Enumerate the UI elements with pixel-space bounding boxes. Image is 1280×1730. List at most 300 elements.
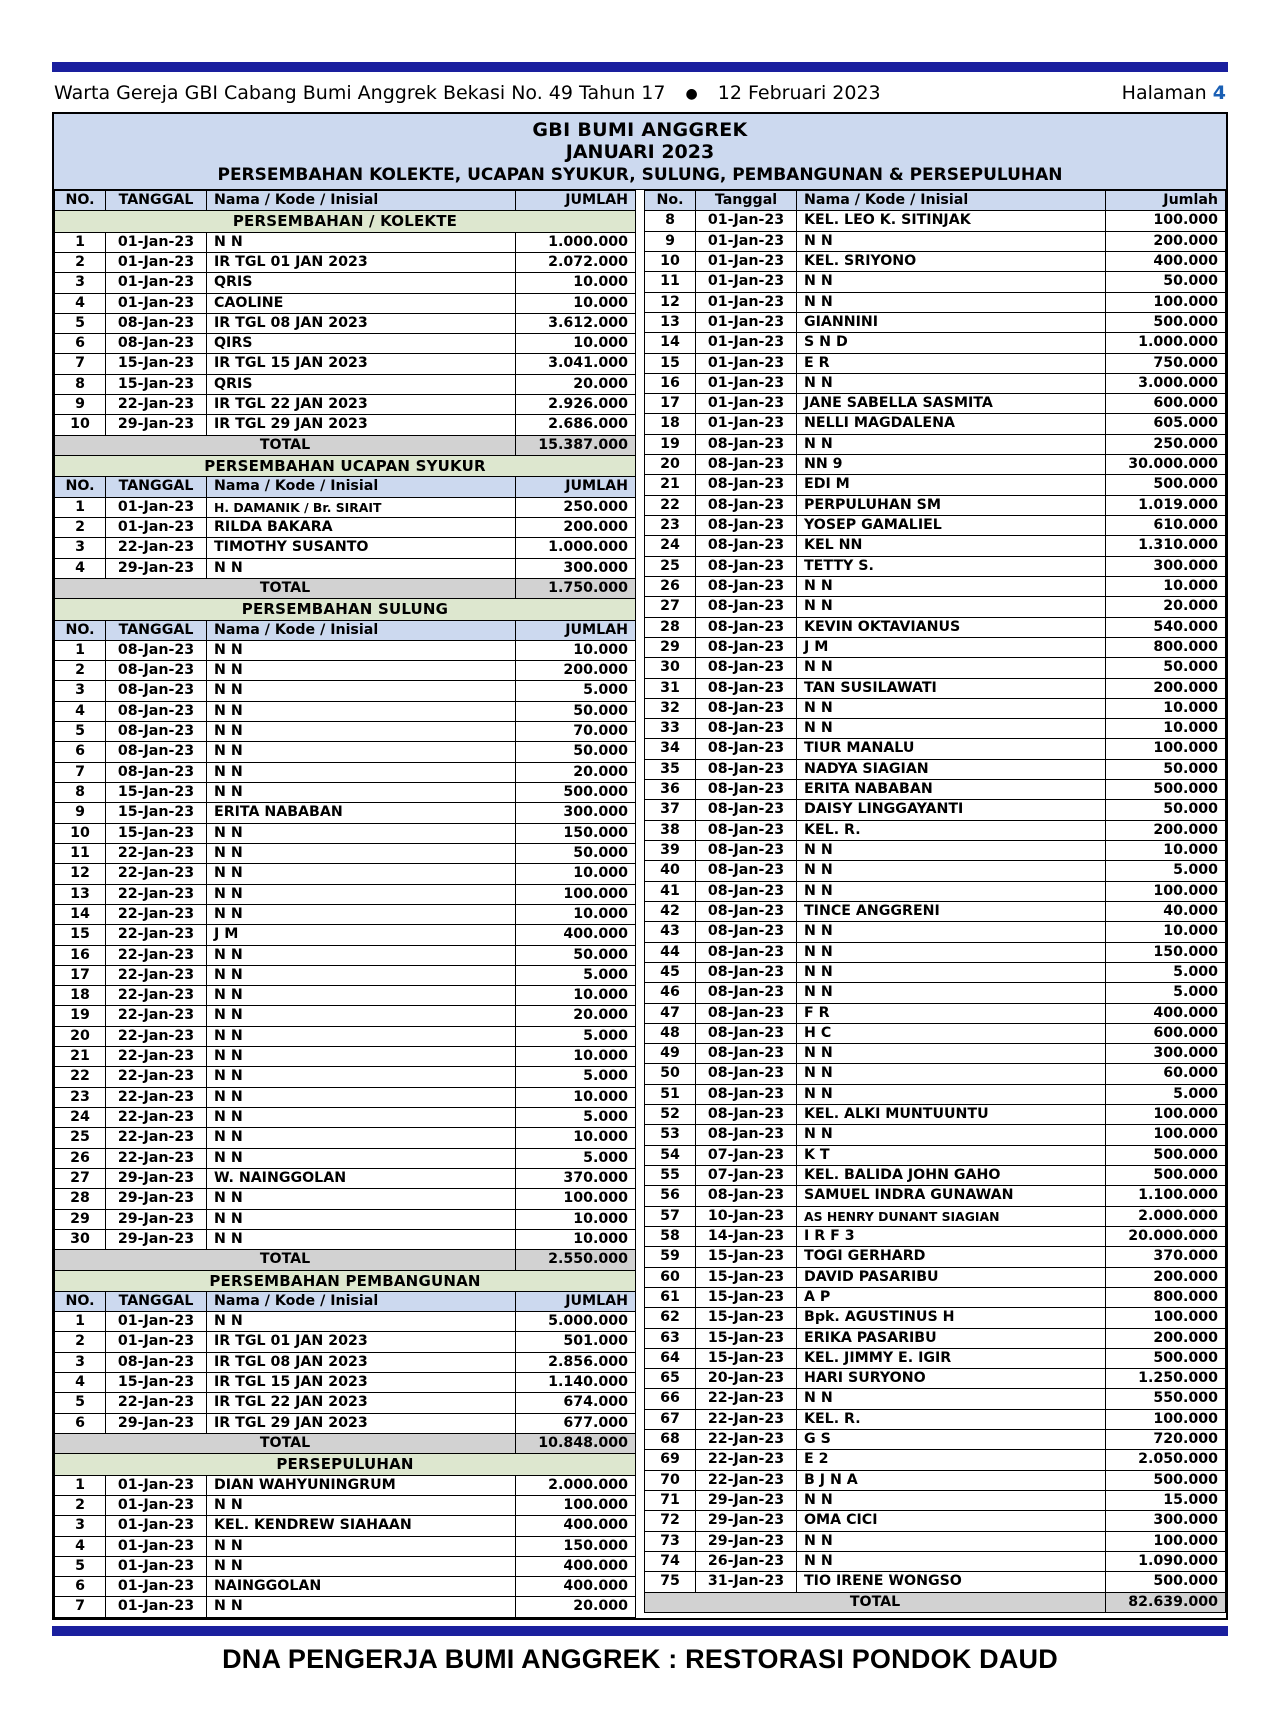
cell-date: 15-Jan-23 [696, 1348, 797, 1368]
cell-name: N N [207, 681, 516, 701]
cell-name: H. DAMANIK / Br. SIRAIT [207, 497, 516, 517]
cell-amount: 3.612.000 [516, 313, 636, 333]
table-row [55, 762, 636, 782]
cell-date: 08-Jan-23 [696, 658, 797, 678]
cell-amount: 1.100.000 [1106, 1186, 1226, 1206]
cell-date: 08-Jan-23 [696, 901, 797, 921]
table-row [645, 495, 1226, 515]
cell-name: N N [207, 722, 516, 742]
cell-name: N N [797, 861, 1106, 881]
cell-date: 29-Jan-23 [106, 1209, 207, 1229]
total-amount: 15.387.000 [516, 435, 636, 455]
cell-no: 58 [645, 1226, 696, 1246]
cell-amount: 5.000 [1106, 861, 1226, 881]
table-row [645, 536, 1226, 556]
cell-name: N N [207, 1087, 516, 1107]
cell-amount: 50.000 [1106, 800, 1226, 820]
page-footer: DNA PENGERJA BUMI ANGGREK : RESTORASI PONDOK DAUD [222, 1643, 1058, 1674]
two-column-layout [54, 190, 1226, 1618]
cell-no: 21 [645, 475, 696, 495]
table-row [645, 1206, 1226, 1226]
cell-date: 22-Jan-23 [106, 843, 207, 863]
cell-name: KEVIN OKTAVIANUS [797, 617, 1106, 637]
cell-amount: 540.000 [1106, 617, 1226, 637]
cell-no: 4 [55, 1373, 106, 1393]
section-row [55, 599, 636, 620]
header-left [54, 82, 881, 104]
cell-amount: 500.000 [1106, 1166, 1226, 1186]
section-title: PERSEMBAHAN SULUNG [55, 599, 636, 620]
cell-amount: 2.072.000 [516, 252, 636, 272]
cell-name: N N [797, 1125, 1106, 1145]
cell-amount: 370.000 [1106, 1247, 1226, 1267]
cell-no: 62 [645, 1308, 696, 1328]
cell-date: 01-Jan-23 [106, 1312, 207, 1332]
table-row [645, 1409, 1226, 1429]
section-row [55, 211, 636, 232]
section-title: PERSEMBAHAN PEMBANGUNAN [55, 1270, 636, 1291]
cell-date: 22-Jan-23 [106, 864, 207, 884]
cell-name: K T [797, 1145, 1106, 1165]
table-row [55, 722, 636, 742]
cell-name: NAINGGOLAN [207, 1577, 516, 1597]
cell-date: 01-Jan-23 [106, 1516, 207, 1536]
cell-name: J M [207, 925, 516, 945]
table-row [645, 211, 1226, 231]
cell-amount: 50.000 [1106, 759, 1226, 779]
cell-date: 15-Jan-23 [106, 783, 207, 803]
cell-name: IR TGL 01 JAN 2023 [207, 252, 516, 272]
cell-name: IR TGL 01 JAN 2023 [207, 1332, 516, 1352]
cell-name: N N [207, 823, 516, 843]
cell-date: 29-Jan-23 [696, 1531, 797, 1551]
cell-amount: 2.856.000 [516, 1352, 636, 1372]
table-row [645, 1369, 1226, 1389]
cell-date: 08-Jan-23 [696, 820, 797, 840]
cell-amount: 100.000 [516, 1189, 636, 1209]
right-table [644, 190, 1226, 1613]
table-row [55, 273, 636, 293]
table-row [55, 783, 636, 803]
table-row [645, 962, 1226, 982]
cell-name: G S [797, 1430, 1106, 1450]
cell-no: 3 [55, 273, 106, 293]
cell-name: N N [207, 1189, 516, 1209]
cell-amount: 2.686.000 [516, 415, 636, 435]
table-row [645, 1084, 1226, 1104]
cell-name: N N [797, 1044, 1106, 1064]
table-row [645, 231, 1226, 251]
cell-no: 3 [55, 1352, 106, 1372]
cell-no: 19 [55, 1006, 106, 1026]
cell-no: 40 [645, 861, 696, 881]
table-row [55, 661, 636, 681]
cell-amount: 150.000 [516, 1536, 636, 1556]
cell-date: 01-Jan-23 [696, 312, 797, 332]
cell-name: N N [207, 945, 516, 965]
cell-no: 20 [55, 1026, 106, 1046]
table-row [645, 800, 1226, 820]
table-row [645, 678, 1226, 698]
cell-date: 01-Jan-23 [696, 333, 797, 353]
table-row [55, 1026, 636, 1046]
cell-name: N N [797, 1064, 1106, 1084]
cell-name: F R [797, 1003, 1106, 1023]
cell-date: 22-Jan-23 [106, 986, 207, 1006]
cell-no: 5 [55, 722, 106, 742]
table-row [645, 414, 1226, 434]
cell-amount: 5.000 [516, 1067, 636, 1087]
cell-date: 08-Jan-23 [696, 434, 797, 454]
table-row [55, 640, 636, 660]
cell-amount: 100.000 [1106, 1409, 1226, 1429]
table-row [55, 1189, 636, 1209]
cell-no: 6 [55, 1413, 106, 1433]
cell-date: 08-Jan-23 [106, 313, 207, 333]
cell-amount: 400.000 [516, 925, 636, 945]
cell-no: 9 [55, 395, 106, 415]
cell-date: 08-Jan-23 [696, 719, 797, 739]
table-row [55, 497, 636, 517]
cell-name: TIMOTHY SUSANTO [207, 538, 516, 558]
table-row [55, 1495, 636, 1515]
cell-date: 22-Jan-23 [106, 884, 207, 904]
cell-date: 01-Jan-23 [106, 517, 207, 537]
cell-no: 9 [645, 231, 696, 251]
column-header-name: Nama / Kode / Inisial [207, 477, 516, 497]
cell-no: 39 [645, 841, 696, 861]
total-amount: 1.750.000 [516, 578, 636, 598]
cell-name: TAN SUSILAWATI [797, 678, 1106, 698]
cell-amount: 370.000 [516, 1168, 636, 1188]
cell-date: 22-Jan-23 [106, 1087, 207, 1107]
cell-no: 30 [645, 658, 696, 678]
cell-name: N N [797, 658, 1106, 678]
cell-amount: 200.000 [1106, 1328, 1226, 1348]
cell-amount: 400.000 [1106, 251, 1226, 271]
offering-table-frame [52, 112, 1228, 1620]
cell-name: ERIKA PASARIBU [797, 1328, 1106, 1348]
cell-no: 20 [645, 455, 696, 475]
table-row [645, 841, 1226, 861]
table-row [55, 925, 636, 945]
cell-date: 01-Jan-23 [696, 231, 797, 251]
cell-no: 51 [645, 1084, 696, 1104]
cell-date: 15-Jan-23 [106, 803, 207, 823]
cell-no: 29 [645, 637, 696, 657]
table-header-row [55, 477, 636, 497]
cell-date: 08-Jan-23 [696, 475, 797, 495]
cell-amount: 5.000 [516, 1148, 636, 1168]
cell-date: 15-Jan-23 [106, 374, 207, 394]
cell-name: N N [797, 1084, 1106, 1104]
cell-no: 14 [645, 333, 696, 353]
cell-amount: 500.000 [1106, 1572, 1226, 1592]
right-column [644, 190, 1226, 1618]
cell-name: J M [797, 637, 1106, 657]
cell-name: S N D [797, 333, 1106, 353]
cell-amount: 500.000 [516, 783, 636, 803]
table-row [55, 313, 636, 333]
cell-name: N N [797, 719, 1106, 739]
cell-name: N N [207, 1556, 516, 1576]
table-row [55, 823, 636, 843]
cell-name: HARI SURYONO [797, 1369, 1106, 1389]
table-row [645, 759, 1226, 779]
cell-no: 28 [55, 1189, 106, 1209]
cell-name: N N [797, 272, 1106, 292]
cell-amount: 150.000 [516, 823, 636, 843]
cell-amount: 200.000 [516, 517, 636, 537]
cell-date: 15-Jan-23 [696, 1247, 797, 1267]
table-row [645, 1491, 1226, 1511]
cell-date: 22-Jan-23 [106, 945, 207, 965]
cell-name: N N [207, 1026, 516, 1046]
table-row [645, 1247, 1226, 1267]
cell-no: 29 [55, 1209, 106, 1229]
table-row [645, 1166, 1226, 1186]
table-row [645, 1287, 1226, 1307]
cell-date: 08-Jan-23 [696, 983, 797, 1003]
cell-amount: 50.000 [516, 742, 636, 762]
cell-amount: 300.000 [1106, 1044, 1226, 1064]
cell-date: 08-Jan-23 [696, 739, 797, 759]
cell-amount: 3.000.000 [1106, 373, 1226, 393]
cell-name: IR TGL 15 JAN 2023 [207, 1373, 516, 1393]
cell-amount: 60.000 [1106, 1064, 1226, 1084]
cell-date: 01-Jan-23 [106, 1536, 207, 1556]
cell-no: 4 [55, 701, 106, 721]
cell-date: 08-Jan-23 [696, 455, 797, 475]
cell-date: 01-Jan-23 [106, 252, 207, 272]
cell-amount: 10.000 [1106, 719, 1226, 739]
table-row [55, 1067, 636, 1087]
cell-amount: 10.000 [516, 904, 636, 924]
cell-no: 26 [645, 576, 696, 596]
column-header-date: TANGGAL [106, 1291, 207, 1311]
cell-no: 54 [645, 1145, 696, 1165]
cell-no: 5 [55, 1393, 106, 1413]
header-right [1122, 82, 1226, 104]
left-table [54, 190, 636, 1618]
page-header [52, 72, 1228, 112]
table-row [55, 945, 636, 965]
cell-name: N N [797, 597, 1106, 617]
cell-date: 08-Jan-23 [696, 1003, 797, 1023]
cell-date: 01-Jan-23 [106, 232, 207, 252]
cell-amount: 800.000 [1106, 1287, 1226, 1307]
cell-name: N N [207, 843, 516, 863]
table-row [645, 475, 1226, 495]
cell-no: 5 [55, 313, 106, 333]
table-row [645, 516, 1226, 536]
cell-name: N N [207, 1148, 516, 1168]
cell-no: 27 [645, 597, 696, 617]
table-row [55, 395, 636, 415]
table-header-row [645, 191, 1226, 211]
column-header-no: NO. [55, 620, 106, 640]
cell-amount: 10.000 [516, 1087, 636, 1107]
cell-no: 12 [55, 864, 106, 884]
cell-name: N N [207, 1047, 516, 1067]
cell-amount: 500.000 [1106, 312, 1226, 332]
cell-no: 56 [645, 1186, 696, 1206]
cell-no: 22 [645, 495, 696, 515]
cell-date: 08-Jan-23 [696, 495, 797, 515]
cell-amount: 500.000 [1106, 1145, 1226, 1165]
cell-no: 22 [55, 1067, 106, 1087]
cell-no: 3 [55, 681, 106, 701]
church-name: GBI BUMI ANGGREK [532, 119, 748, 141]
cell-no: 46 [645, 983, 696, 1003]
cell-amount: 100.000 [1106, 881, 1226, 901]
cell-date: 22-Jan-23 [696, 1430, 797, 1450]
cell-name: KEL. ALKI MUNTUUNTU [797, 1105, 1106, 1125]
cell-no: 1 [55, 497, 106, 517]
cell-name: A P [797, 1287, 1106, 1307]
column-header-date: TANGGAL [106, 191, 207, 211]
table-row [645, 1470, 1226, 1490]
cell-date: 01-Jan-23 [696, 292, 797, 312]
cell-date: 22-Jan-23 [106, 1393, 207, 1413]
cell-no: 32 [645, 698, 696, 718]
cell-amount: 10.000 [516, 1209, 636, 1229]
cell-name: KEL. R. [797, 820, 1106, 840]
cell-amount: 100.000 [1106, 1308, 1226, 1328]
table-row [55, 1087, 636, 1107]
table-row [55, 1229, 636, 1249]
cell-name: EDI M [797, 475, 1106, 495]
cell-name: KEL. LEO K. SITINJAK [797, 211, 1106, 231]
cell-no: 65 [645, 1369, 696, 1389]
cell-no: 71 [645, 1491, 696, 1511]
cell-name: AS HENRY DUNANT SIAGIAN [797, 1206, 1106, 1226]
cell-name: N N [797, 1551, 1106, 1571]
cell-date: 15-Jan-23 [106, 823, 207, 843]
table-row [55, 1577, 636, 1597]
cell-date: 08-Jan-23 [696, 1044, 797, 1064]
cell-amount: 50.000 [1106, 658, 1226, 678]
table-row [645, 698, 1226, 718]
cell-amount: 5.000 [1106, 962, 1226, 982]
cell-amount: 1.019.000 [1106, 495, 1226, 515]
cell-no: 24 [645, 536, 696, 556]
cell-no: 49 [645, 1044, 696, 1064]
cell-date: 22-Jan-23 [106, 538, 207, 558]
cell-no: 67 [645, 1409, 696, 1429]
cell-no: 13 [55, 884, 106, 904]
cell-name: N N [797, 983, 1106, 1003]
cell-amount: 5.000 [516, 681, 636, 701]
cell-no: 68 [645, 1430, 696, 1450]
cell-amount: 10.000 [516, 273, 636, 293]
cell-name: PERPULUHAN SM [797, 495, 1106, 515]
cell-no: 43 [645, 922, 696, 942]
total-amount: 82.639.000 [1106, 1592, 1226, 1612]
cell-amount: 100.000 [1106, 1531, 1226, 1551]
cell-no: 1 [55, 1312, 106, 1332]
table-row [645, 434, 1226, 454]
cell-name: TOGI GERHARD [797, 1247, 1106, 1267]
table-row [645, 617, 1226, 637]
table-row [55, 1148, 636, 1168]
cell-amount: 720.000 [1106, 1430, 1226, 1450]
cell-date: 08-Jan-23 [696, 637, 797, 657]
cell-no: 4 [55, 293, 106, 313]
cell-date: 08-Jan-23 [696, 1105, 797, 1125]
table-header-row [55, 1291, 636, 1311]
cell-date: 01-Jan-23 [106, 1597, 207, 1617]
table-row [645, 394, 1226, 414]
cell-date: 08-Jan-23 [696, 841, 797, 861]
cell-date: 01-Jan-23 [696, 251, 797, 271]
cell-amount: 550.000 [1106, 1389, 1226, 1409]
cell-name: E 2 [797, 1450, 1106, 1470]
cell-no: 7 [55, 1597, 106, 1617]
cell-no: 17 [55, 965, 106, 985]
cell-amount: 300.000 [516, 803, 636, 823]
cell-name: N N [797, 841, 1106, 861]
table-row [55, 1128, 636, 1148]
cell-name: YOSEP GAMALIEL [797, 516, 1106, 536]
cell-name: TETTY S. [797, 556, 1106, 576]
cell-no: 6 [55, 1577, 106, 1597]
total-row [55, 1434, 636, 1454]
cell-name: DAISY LINGGAYANTI [797, 800, 1106, 820]
cell-name: N N [207, 1536, 516, 1556]
cell-no: 7 [55, 762, 106, 782]
cell-name: KEL. R. [797, 1409, 1106, 1429]
cell-date: 29-Jan-23 [696, 1511, 797, 1531]
cell-amount: 5.000 [516, 1108, 636, 1128]
cell-amount: 20.000 [516, 1006, 636, 1026]
left-column [54, 190, 636, 1618]
table-row [645, 373, 1226, 393]
cell-date: 08-Jan-23 [696, 942, 797, 962]
table-row [645, 556, 1226, 576]
cell-name: N N [797, 231, 1106, 251]
cell-amount: 1.000.000 [516, 232, 636, 252]
cell-no: 1 [55, 232, 106, 252]
cell-no: 18 [645, 414, 696, 434]
table-row [645, 1064, 1226, 1084]
table-header-row [55, 620, 636, 640]
section-title: PERSEPULUHAN [55, 1454, 636, 1475]
cell-date: 08-Jan-23 [696, 698, 797, 718]
table-row [55, 293, 636, 313]
table-row [55, 558, 636, 578]
cell-no: 34 [645, 739, 696, 759]
table-row [645, 333, 1226, 353]
cell-no: 63 [645, 1328, 696, 1348]
cell-date: 01-Jan-23 [696, 394, 797, 414]
cell-date: 15-Jan-23 [106, 354, 207, 374]
cell-no: 5 [55, 1556, 106, 1576]
cell-no: 57 [645, 1206, 696, 1226]
cell-name: IR TGL 29 JAN 2023 [207, 415, 516, 435]
cell-name: N N [797, 922, 1106, 942]
cell-date: 08-Jan-23 [106, 742, 207, 762]
cell-name: N N [207, 1495, 516, 1515]
cell-date: 22-Jan-23 [106, 1108, 207, 1128]
cell-no: 70 [645, 1470, 696, 1490]
cell-no: 72 [645, 1511, 696, 1531]
table-row [645, 1572, 1226, 1592]
cell-date: 08-Jan-23 [696, 617, 797, 637]
cell-no: 26 [55, 1148, 106, 1168]
cell-date: 01-Jan-23 [696, 353, 797, 373]
cell-no: 11 [55, 843, 106, 863]
